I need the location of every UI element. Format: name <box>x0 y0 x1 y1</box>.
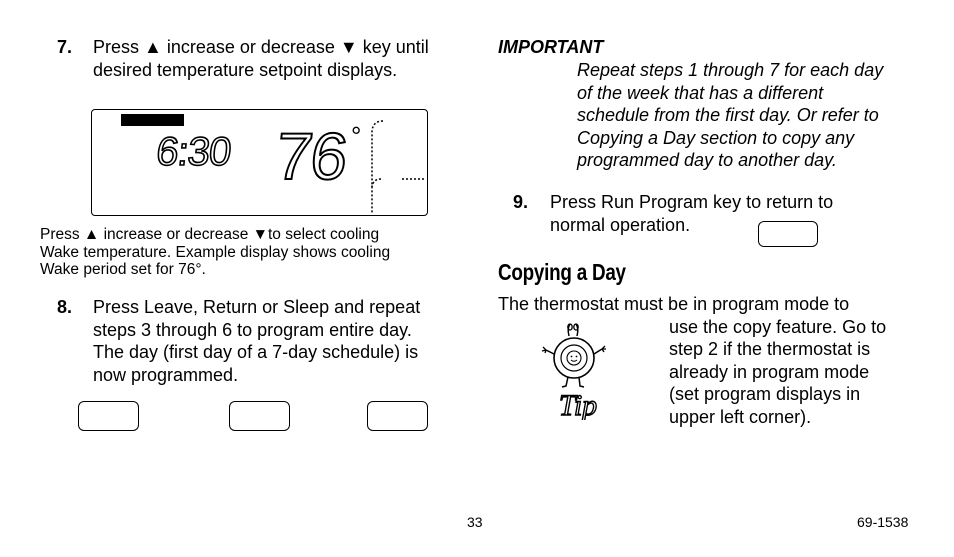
caption-line-1: Press ▲ increase or decrease ▼to select cooling <box>40 226 380 243</box>
step-8-line-4: now programmed. <box>93 364 239 385</box>
important-line-1: Repeat steps 1 through 7 for each day <box>577 60 884 80</box>
step-7-number: 7. <box>57 37 73 57</box>
tip-mascot-icon <box>536 322 626 420</box>
step-9-line-1: Press Run Program key to return to <box>550 192 834 212</box>
svg-text:Tip: Tip <box>558 389 598 420</box>
caption-line-3: Wake period set for 76°. <box>40 261 206 278</box>
document-number: 69-1538 <box>857 514 909 530</box>
copying-line-2: use the copy feature. Go to <box>669 316 887 337</box>
display-dotted-line-2 <box>372 179 381 187</box>
caption-line-2: Wake temperature. Example display shows cooling <box>40 243 391 261</box>
display-time: 6:30 <box>154 130 233 174</box>
page-number: 33 <box>467 514 483 530</box>
return-key-illustration <box>229 401 290 431</box>
step-9-number: 9. <box>513 192 529 212</box>
copying-line-3: step 2 if the thermostat is <box>669 339 871 359</box>
step-8-line-2: steps 3 through 6 to program entire day. <box>93 319 412 340</box>
step-8-line-1: Press Leave, Return or Sleep and repeat <box>93 297 421 317</box>
leave-key-illustration <box>78 401 139 431</box>
important-line-5: programmed day to another day. <box>577 150 837 170</box>
section-heading-copying-a-day: Copying a Day <box>498 259 626 285</box>
copying-line-4: already in program mode <box>669 361 870 382</box>
important-line-3: schedule from the first day. Or refer to <box>577 105 879 125</box>
display-segments <box>91 109 428 216</box>
display-temperature: 76 <box>272 120 350 194</box>
sleep-key-illustration <box>367 401 428 431</box>
step-7-line-1: Press ▲ increase or decrease ▼ key until <box>93 37 429 57</box>
copying-line-5: (set program displays in <box>669 384 861 404</box>
copying-line-1: The thermostat must be in program mode to <box>498 294 850 314</box>
step-7-line-2: desired temperature setpoint displays. <box>93 59 398 80</box>
display-degree: ° <box>351 121 362 151</box>
display-dotted-line-1 <box>372 121 383 213</box>
copying-line-6: upper left corner). <box>669 406 812 427</box>
step-9-line-2: normal operation. <box>550 214 691 235</box>
step-8-line-3: The day (first day of a 7-day schedule) is <box>93 342 419 362</box>
step-8-number: 8. <box>57 297 73 317</box>
important-line-4: Copying a Day section to copy any <box>577 127 855 148</box>
run-program-key-illustration <box>758 221 818 247</box>
important-heading: IMPORTANT <box>498 37 604 57</box>
important-line-2: of the week that has a different <box>577 82 824 103</box>
